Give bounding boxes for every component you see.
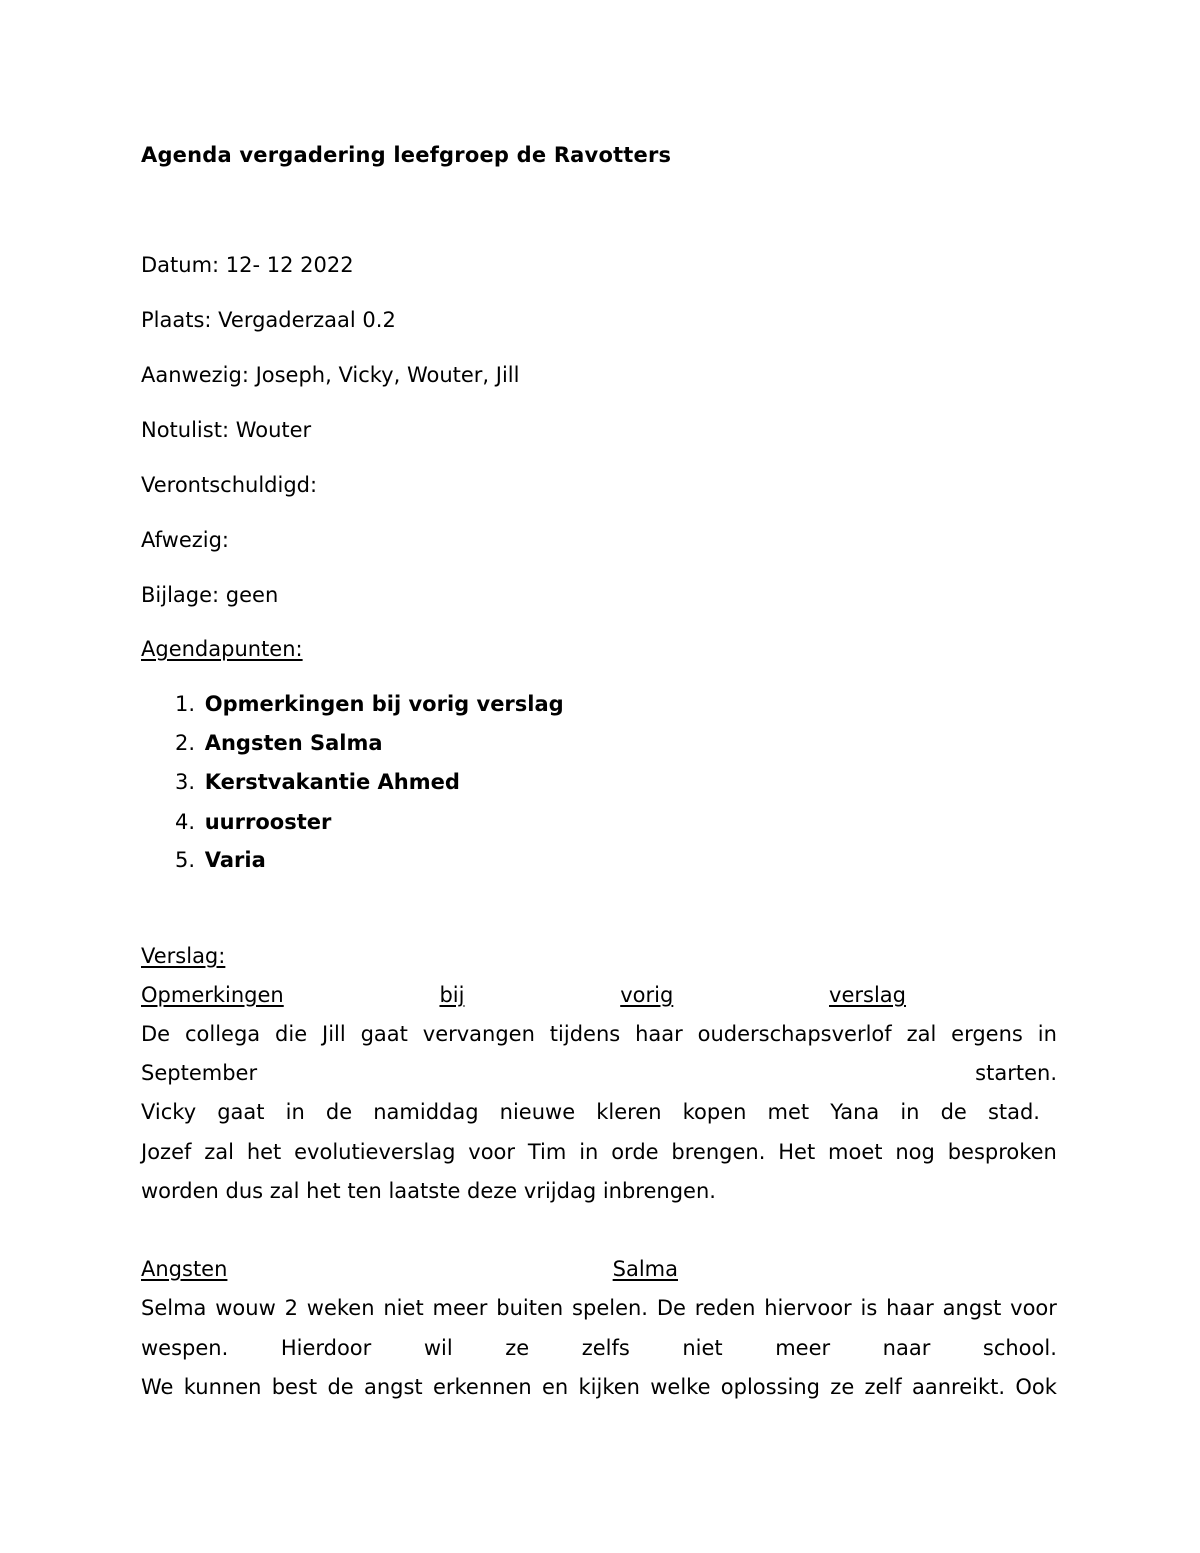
- paragraph-line: [141, 1294, 1057, 1322]
- word: niet: [383, 1296, 424, 1320]
- document-title: Agenda vergadering leefgroep de Ravotters: [141, 143, 672, 167]
- meta-afwezig: Afwezig:: [141, 528, 229, 552]
- word: zal: [204, 1140, 234, 1164]
- meta-aanwezig: Aanwezig: Joseph, Vicky, Wouter, Jill: [141, 363, 520, 387]
- agenda-item-number: 4.: [175, 810, 196, 834]
- agenda-item: [175, 690, 564, 718]
- word: ergens: [951, 1022, 1023, 1046]
- word: besproken: [947, 1140, 1057, 1164]
- word: erkennen: [432, 1375, 532, 1399]
- word: De: [141, 1022, 171, 1046]
- word: Ook: [1015, 1375, 1057, 1399]
- word: in: [1037, 1022, 1057, 1046]
- agenda-item-label: uurrooster: [204, 810, 332, 834]
- word: stad.: [987, 1100, 1040, 1124]
- word: en: [541, 1375, 569, 1399]
- agenda-item-number: 1.: [175, 692, 196, 716]
- paragraph-line: [141, 1020, 1057, 1048]
- word: nieuwe: [499, 1100, 576, 1124]
- word: gaat: [360, 1022, 408, 1046]
- word: weken: [306, 1296, 375, 1320]
- word: reden: [694, 1296, 756, 1320]
- word: nog: [895, 1140, 935, 1164]
- word: de: [327, 1375, 354, 1399]
- word: in: [285, 1100, 305, 1124]
- word: kijken: [578, 1375, 640, 1399]
- agenda-item-label: Angsten Salma: [204, 731, 383, 755]
- paragraph-line: worden dus zal het ten laatste deze vrijdag inbrengen.: [141, 1179, 716, 1203]
- word: ze: [830, 1375, 855, 1399]
- paragraph-line: [141, 1059, 1057, 1087]
- agenda-item: [175, 846, 266, 874]
- word: het: [246, 1140, 282, 1164]
- word: voor: [468, 1140, 516, 1164]
- agenda-item-label: Kerstvakantie Ahmed: [204, 770, 460, 794]
- word: school.: [982, 1336, 1057, 1360]
- word: tijdens: [549, 1022, 621, 1046]
- word: in: [900, 1100, 920, 1124]
- word: wouw: [215, 1296, 276, 1320]
- meta-bijlage: Bijlage: geen: [141, 583, 279, 607]
- word: collega: [184, 1022, 261, 1046]
- word: best: [271, 1375, 318, 1399]
- agenda-item-label: Varia: [204, 848, 266, 872]
- agenda-item: [175, 729, 383, 757]
- word: Opmerkingen: [141, 983, 284, 1007]
- word: ouderschapsverlof: [697, 1022, 892, 1046]
- word: in: [579, 1140, 599, 1164]
- paragraph-line: [141, 1334, 1057, 1362]
- word: welke: [650, 1375, 711, 1399]
- word: We: [141, 1375, 174, 1399]
- word: haar: [886, 1296, 934, 1320]
- word: moet: [828, 1140, 883, 1164]
- word: wil: [423, 1336, 453, 1360]
- word: kunnen: [183, 1375, 262, 1399]
- agenda-item: [175, 808, 331, 836]
- word: Jozef: [141, 1140, 192, 1164]
- word: Jill: [322, 1022, 346, 1046]
- agenda-item: [175, 768, 460, 796]
- word: orde: [611, 1140, 659, 1164]
- word: gaat: [217, 1100, 265, 1124]
- word: ze: [505, 1336, 530, 1360]
- word: Yana: [830, 1100, 880, 1124]
- paragraph-line: [141, 1098, 1040, 1126]
- word: is: [860, 1296, 878, 1320]
- agenda-item-label: Opmerkingen bij vorig verslag: [204, 692, 564, 716]
- word: kleren: [596, 1100, 662, 1124]
- word: de: [940, 1100, 967, 1124]
- word: 2: [284, 1296, 298, 1320]
- word: Salma: [612, 1257, 678, 1281]
- verslag-heading: Verslag:: [141, 944, 226, 968]
- meta-verontschuldigd: Verontschuldigd:: [141, 473, 318, 497]
- word: voor: [1010, 1296, 1057, 1320]
- word: namiddag: [373, 1100, 479, 1124]
- word: zelf: [864, 1375, 902, 1399]
- word: Selma: [141, 1296, 207, 1320]
- word: De: [656, 1296, 686, 1320]
- word: starten.: [975, 1061, 1057, 1085]
- word: bij: [439, 983, 465, 1007]
- agenda-item-number: 2.: [175, 731, 196, 755]
- word: vorig: [620, 983, 674, 1007]
- word: meer: [775, 1336, 831, 1360]
- meta-plaats: Plaats: Vergaderzaal 0.2: [141, 308, 396, 332]
- word: aanreikt.: [911, 1375, 1006, 1399]
- word: zelfs: [581, 1336, 630, 1360]
- word: evolutieverslag: [294, 1140, 456, 1164]
- word: die: [275, 1022, 308, 1046]
- section-heading-angsten: [141, 1255, 678, 1283]
- word: met: [767, 1100, 810, 1124]
- word: brengen.: [671, 1140, 766, 1164]
- word: angst: [942, 1296, 1002, 1320]
- word: kopen: [682, 1100, 747, 1124]
- word: haar: [635, 1022, 683, 1046]
- meta-notulist: Notulist: Wouter: [141, 418, 312, 442]
- word: Hierdoor: [280, 1336, 372, 1360]
- word: Het: [778, 1140, 816, 1164]
- meta-datum: Datum: 12- 12 2022: [141, 253, 354, 277]
- word: meer: [432, 1296, 488, 1320]
- word: Angsten: [141, 1257, 228, 1281]
- paragraph-line: [141, 1373, 1057, 1401]
- word: oplossing: [720, 1375, 821, 1399]
- word: vervangen: [422, 1022, 535, 1046]
- word: Vicky: [141, 1100, 197, 1124]
- word: zal: [906, 1022, 937, 1046]
- word: verslag: [829, 983, 906, 1007]
- word: September: [141, 1061, 258, 1085]
- agenda-item-number: 5.: [175, 848, 196, 872]
- agenda-item-number: 3.: [175, 770, 196, 794]
- word: Tim: [527, 1140, 567, 1164]
- word: niet: [682, 1336, 723, 1360]
- section-heading-opmerkingen: [141, 981, 906, 1009]
- paragraph-line: [141, 1138, 1057, 1166]
- word: naar: [882, 1336, 931, 1360]
- word: de: [325, 1100, 353, 1124]
- word: buiten: [496, 1296, 564, 1320]
- word: angst: [363, 1375, 423, 1399]
- agenda-heading: Agendapunten:: [141, 637, 303, 661]
- word: spelen.: [572, 1296, 648, 1320]
- word: hiervoor: [764, 1296, 852, 1320]
- word: wespen.: [141, 1336, 229, 1360]
